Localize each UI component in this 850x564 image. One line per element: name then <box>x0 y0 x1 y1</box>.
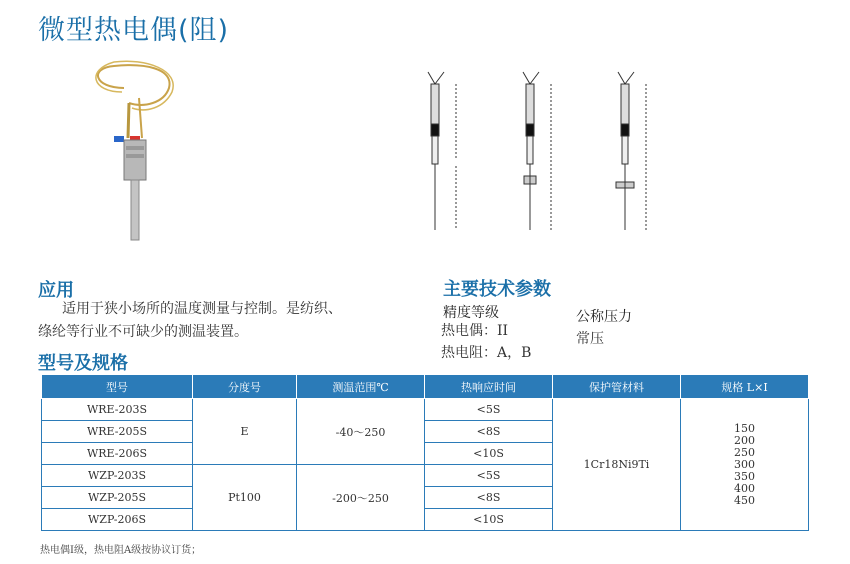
col-size: 规格 L×I <box>681 375 809 399</box>
pressure-value: 常压 <box>576 331 604 347</box>
dimension-diagrams <box>420 70 680 250</box>
size-value: 350 <box>734 469 755 483</box>
accuracy-rtd: 热电阻：A，B <box>441 345 532 361</box>
model-cell: WRE-203S <box>42 399 193 421</box>
range-cell: -40～250 <box>297 399 425 465</box>
graduation-cell: Pt100 <box>193 465 297 531</box>
application-line-2: 绦纶等行业不可缺少的测温装置。 <box>38 324 248 340</box>
application-heading: 应用 <box>38 280 74 301</box>
diagram-probe-1 <box>428 72 456 230</box>
col-range: 测温范围℃ <box>297 375 425 399</box>
table-header-row <box>42 375 809 399</box>
pressure-label: 公称压力 <box>576 309 632 325</box>
application-line-1: 适用于狭小场所的温度测量与控制。是纺织、 <box>62 301 342 317</box>
model-cell: WZP-206S <box>42 509 193 531</box>
size-value: 400 <box>734 481 755 495</box>
model-cell: WZP-203S <box>42 465 193 487</box>
product-photo <box>84 58 184 248</box>
col-response: 热响应时间 <box>425 375 553 399</box>
col-graduation: 分度号 <box>193 375 297 399</box>
size-value: 450 <box>734 493 755 507</box>
diagram-probe-2 <box>523 72 551 230</box>
size-value: 300 <box>734 457 755 471</box>
range-cell: -200～250 <box>297 465 425 531</box>
specs-heading: 主要技术参数 <box>443 279 551 300</box>
response-cell: <10S <box>425 509 553 531</box>
accuracy-label: 精度等级 <box>443 305 499 321</box>
page-title: 微型热电偶(阻) <box>38 15 230 46</box>
response-cell: <8S <box>425 421 553 443</box>
response-cell: <5S <box>425 465 553 487</box>
model-cell: WRE-205S <box>42 421 193 443</box>
accuracy-thermocouple: 热电偶：II <box>441 323 509 339</box>
size-value: 250 <box>734 445 755 459</box>
response-cell: <10S <box>425 443 553 465</box>
col-model: 型号 <box>42 375 193 399</box>
size-cell <box>681 399 809 531</box>
model-cell: WZP-205S <box>42 487 193 509</box>
spec-table <box>41 374 809 531</box>
model-cell: WRE-206S <box>42 443 193 465</box>
graduation-cell: E <box>193 399 297 465</box>
size-value: 150 <box>734 421 755 435</box>
response-cell: <5S <box>425 399 553 421</box>
footnote: 热电偶I级，热电阻A级按协议订货； <box>40 545 202 556</box>
response-cell: <8S <box>425 487 553 509</box>
models-heading: 型号及规格 <box>38 353 128 374</box>
table-row <box>42 399 809 421</box>
col-material: 保护管材料 <box>553 375 681 399</box>
material-cell: 1Cr18Ni9Ti <box>553 399 681 531</box>
diagram-probe-3 <box>616 72 646 230</box>
size-value: 200 <box>734 433 755 447</box>
